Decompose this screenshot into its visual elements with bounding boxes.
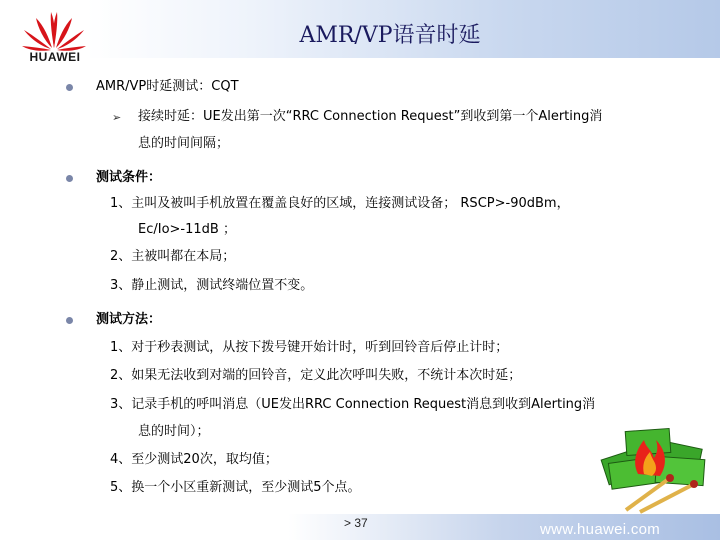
list-item: 3、记录手机的呼叫消息（UE发出RRC Connection Request消息到收到Alerting消 (110, 397, 596, 412)
footer-url[interactable]: www.huawei.com (540, 521, 661, 538)
list-item: 2、如果无法收到对端的回铃音，定义此次呼叫失败，不统计本次时延； (110, 368, 522, 383)
list-item: Ec/Io>-11dB ； (138, 222, 236, 237)
page-title: AMR/VP语音时延 (299, 23, 481, 48)
burning-money-icon (596, 414, 714, 514)
list-item: 息的时间）； (138, 424, 210, 439)
list-item: 3、静止测试，测试终端位置不变。 (110, 278, 314, 293)
list-item: 4、至少测试20次，取均值； (110, 452, 278, 467)
section-heading: 测试方法： (96, 312, 162, 327)
bullet-dot (66, 175, 73, 182)
list-item: 5、换一个小区重新测试，至少测试5个点。 (110, 480, 361, 495)
page-number: > 37 (344, 516, 368, 530)
section-heading: 测试条件： (96, 170, 162, 185)
list-item: 息的时间间隔； (138, 136, 230, 151)
arrow-bullet-icon: ➢ (112, 111, 122, 124)
list-item: 2、主被叫都在本局； (110, 249, 236, 264)
section-heading: AMR/VP时延测试：CQT (96, 79, 239, 94)
list-item: 1、主叫及被叫手机放置在覆盖良好的区域，连接测试设备； RSCP>-90dBm， (110, 196, 570, 211)
bullet-dot (66, 84, 73, 91)
list-item: 接续时延：UE发出第一次“RRC Connection Request”到收到第一个Alerting消 (138, 109, 603, 124)
bullet-dot (66, 317, 73, 324)
list-item: 1、对于秒表测试，从按下拨号键开始计时，听到回铃音后停止计时； (110, 340, 509, 355)
logo-wordmark: HUAWEI (29, 50, 81, 64)
